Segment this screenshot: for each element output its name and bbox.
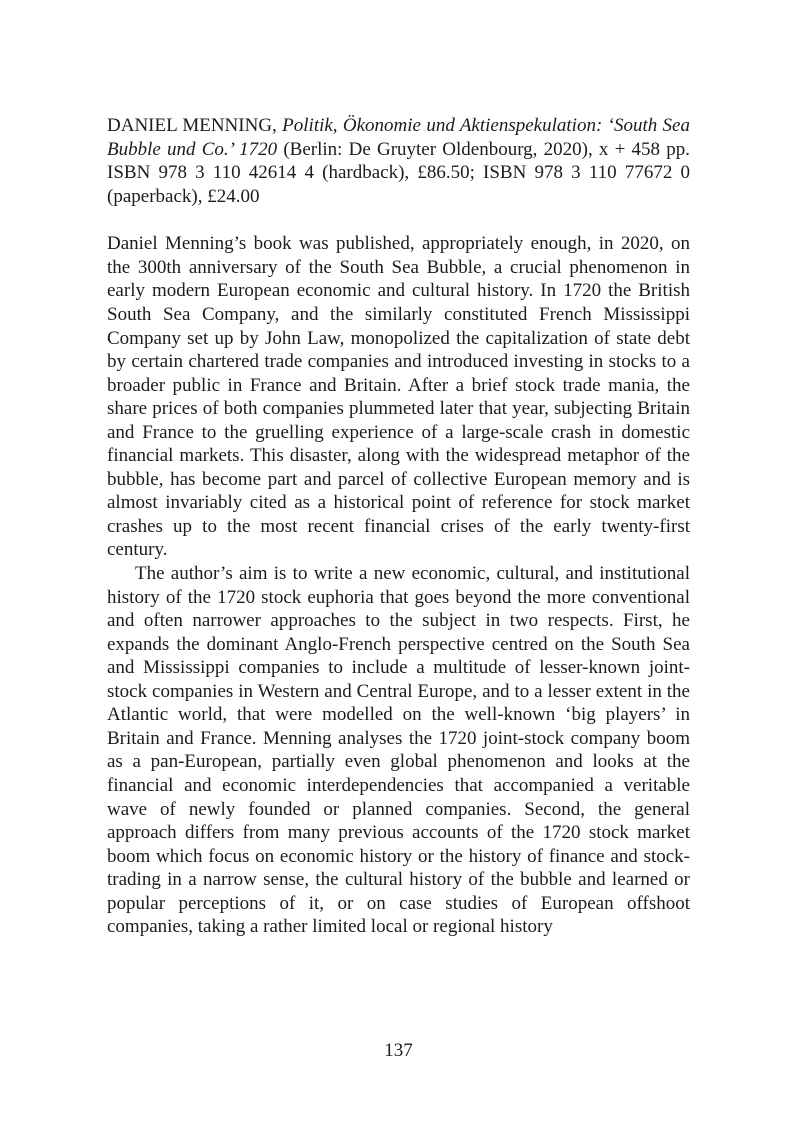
book-citation <box>107 114 690 208</box>
page-content <box>107 114 690 939</box>
paragraph-1: Daniel Menning’s book was published, appropriately enough, in 2020, on the 300th anniversary of the South Sea Bubble, a crucial phenomenon in early modern European economic and cultural history. In 1720 the British South Sea Company, and the similarly constituted French Mississippi Company set up by John Law, monopolized the capitalization of state debt by certain chartered trade companies and introduced investing in stocks to a broader public in France and Britain. After a brief stock trade mania, the share prices of both companies plummeted later that year, subjecting Britain and France to the gruelling experience of a large-scale crash in domestic financial markets. This disaster, along with the widespread metaphor of the bubble, has become part and parcel of collective European memory and is almost invariably cited as a historical point of reference for stock market crashes up to the most recent financial crises of the early twenty-first century. <box>107 233 690 561</box>
review-body <box>107 232 690 938</box>
page-number: 137 <box>384 1040 413 1061</box>
citation-title: Politik, Ökonomie und Aktienspekulation: ‘South Sea Bubble und Co.’ 1720 <box>107 115 690 160</box>
citation-author: DANIEL MENNING, <box>107 115 277 136</box>
paragraph-2: The author’s aim is to write a new economic, cultural, and institutional history of the 1720 stock euphoria that goes beyond the more conventional and often narrower approaches to the subject in two respects. First, he expands the dominant Anglo-French perspective centred on the South Sea and Mississippi companies to include a multitude of lesser-known joint-stock companies in Western and Central Europe, and to a lesser extent in the Atlantic world, that were modelled on the well-known ‘big players’ in Britain and France. Menning analyses the 1720 joint-stock company boom as a pan-European, partially even global phenomenon and looks at the financial and economic interdependencies that accompanied a veritable wave of newly founded or planned companies. Second, the general approach differs from many previous accounts of the 1720 stock market boom which focus on economic history or the history of finance and stock-trading in a narrow sense, the cultural history of the bubble and learned or popular perceptions of it, or on case studies of European offshoot companies, taking a rather limited local or regional history <box>107 563 690 938</box>
citation-details: (Berlin: De Gruyter Oldenbourg, 2020), x + 458 pp. ISBN 978 3 110 42614 4 (hardback), £86.50; ISBN 978 3 110 77672 0 (paperback), £24.00 <box>107 138 691 207</box>
